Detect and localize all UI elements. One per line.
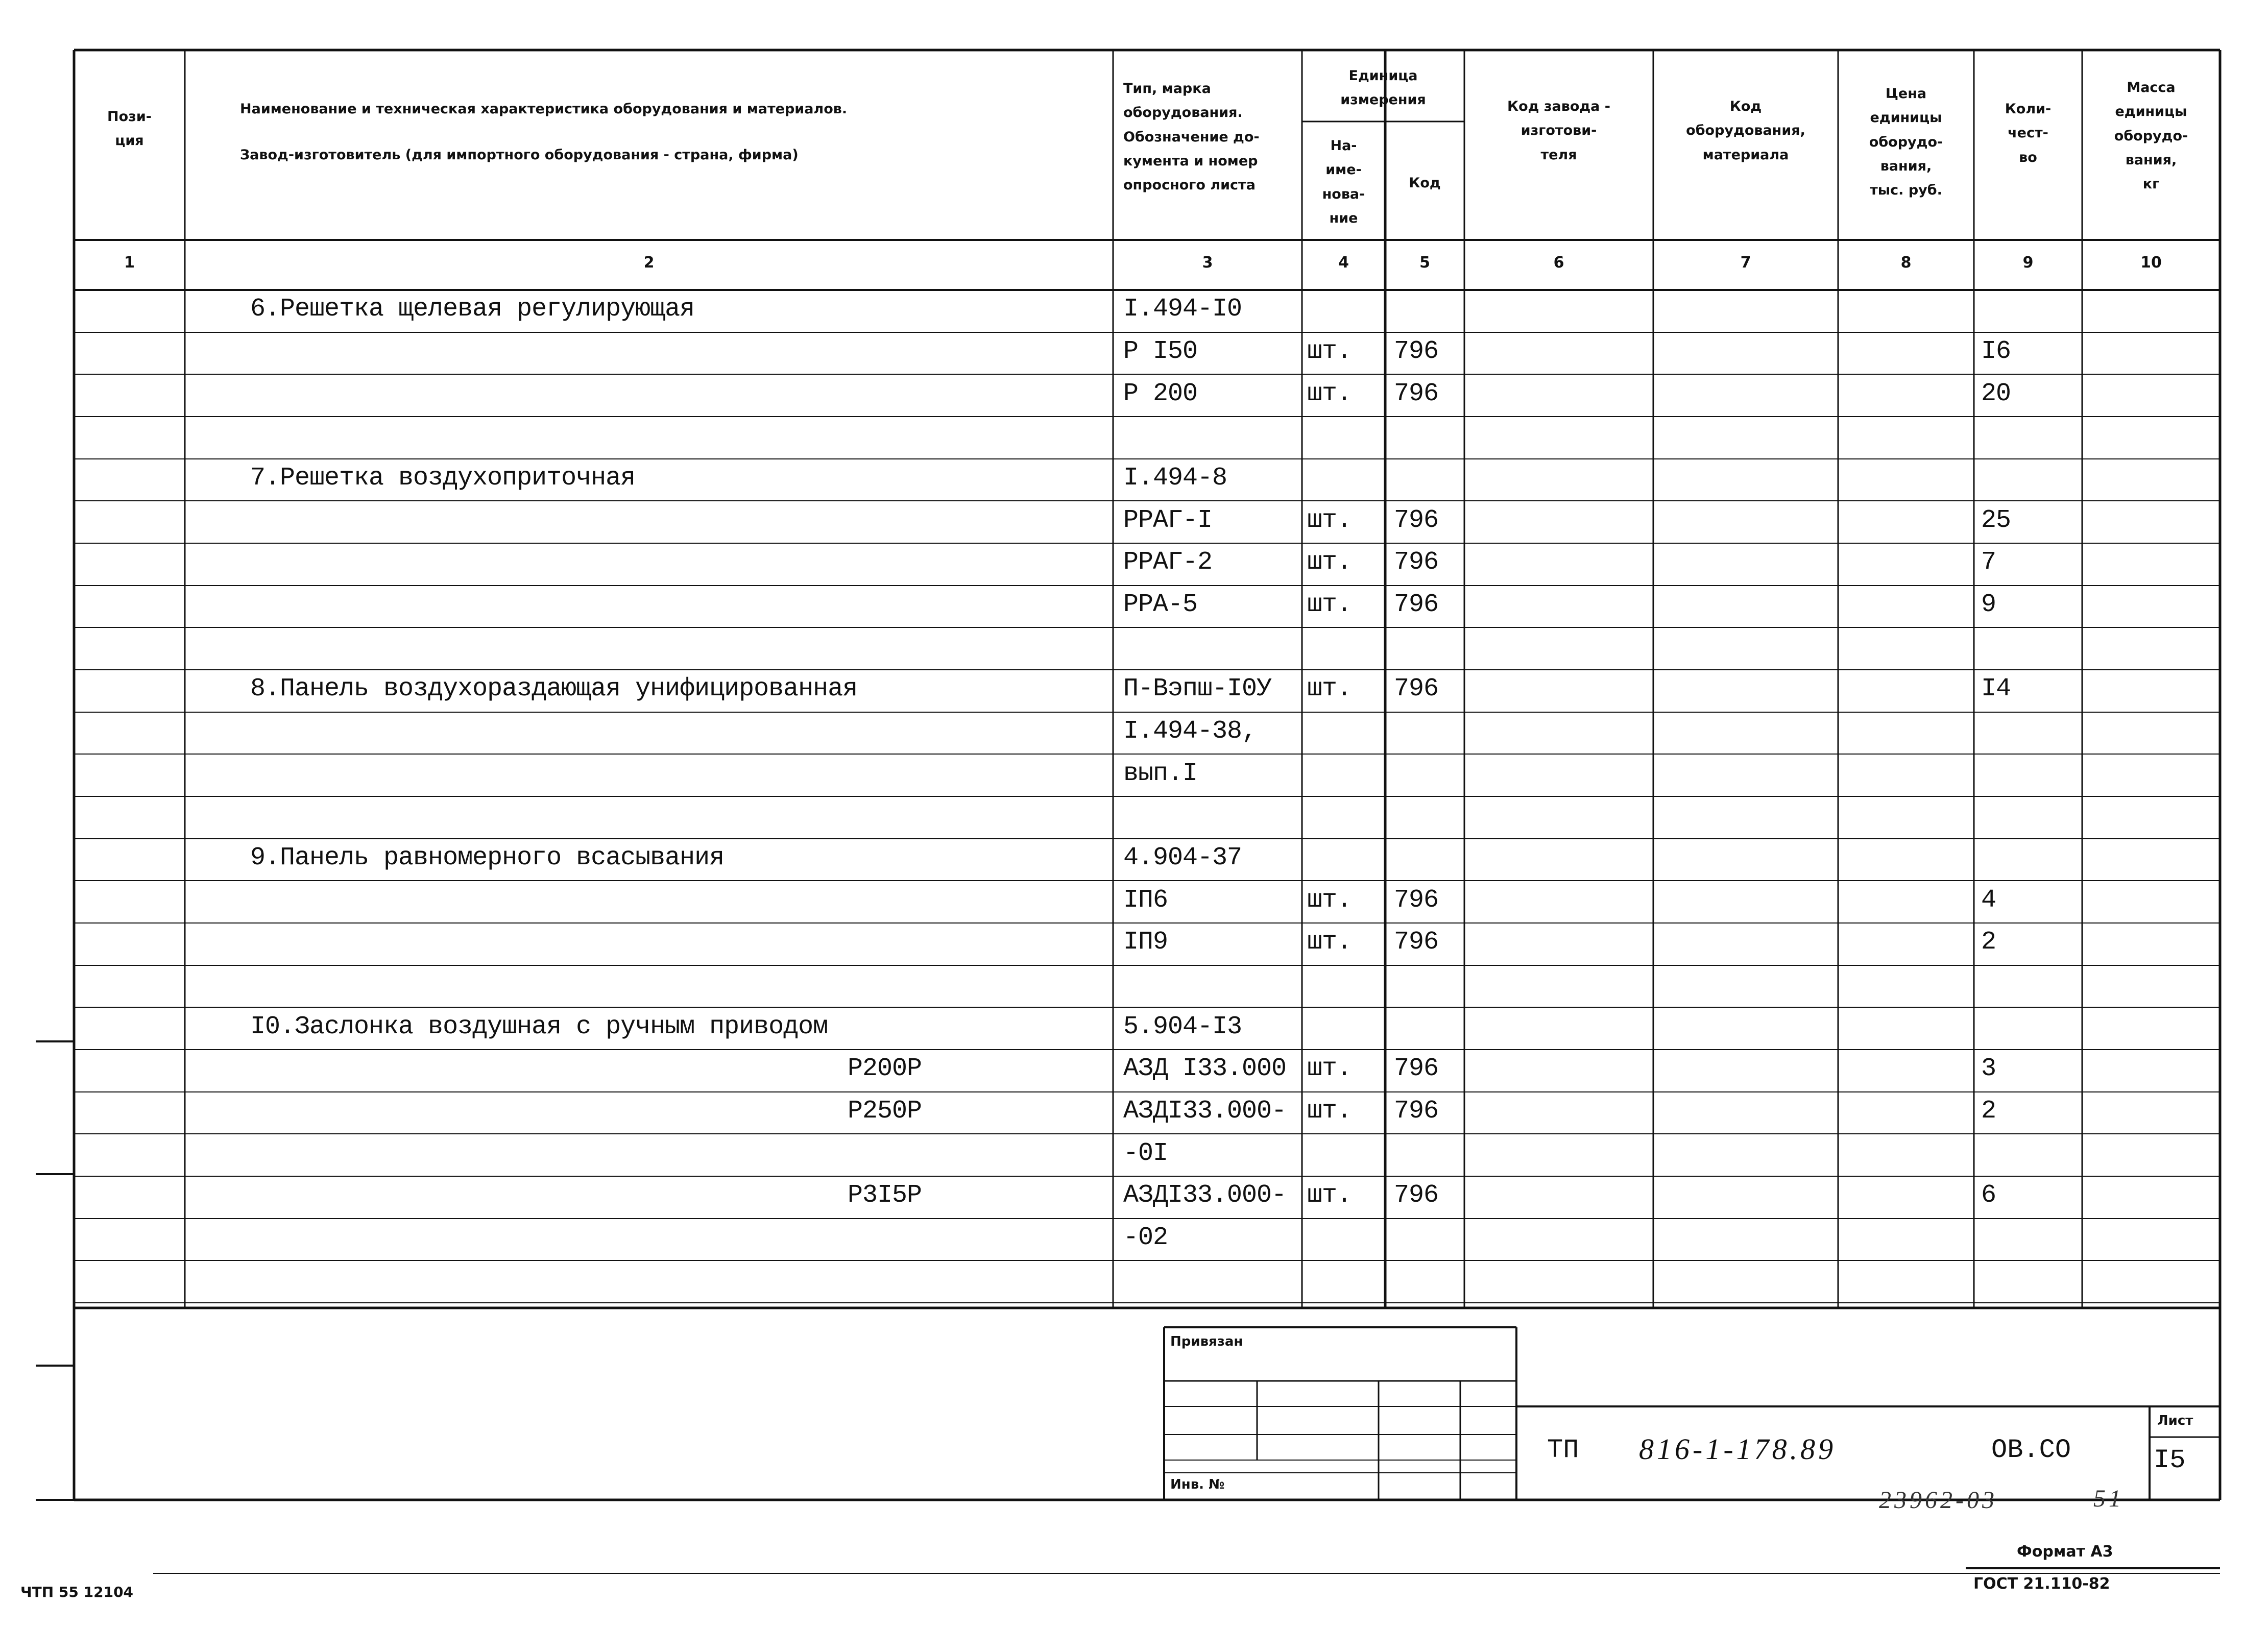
row-unit-code: 796 [1394, 1181, 1439, 1210]
row-quantity: 3 [1981, 1054, 1996, 1083]
column-number: 3 [1202, 254, 1213, 272]
header-col9: Коли- чест- во [2005, 101, 2052, 165]
row-unit: шт. [1307, 1097, 1352, 1126]
column-number: 9 [2022, 254, 2034, 272]
row-designation: АЗД I33.000 [1123, 1054, 1287, 1083]
row-name: I0.Заслонка воздушная с ручным приводом [250, 1012, 828, 1041]
row-designation: РРА-5 [1123, 590, 1198, 619]
footer-format: Формат А3 [2017, 1543, 2113, 1561]
column-number: 8 [1900, 254, 1912, 272]
header-col1: Пози- ция [107, 109, 152, 149]
row-unit-code: 796 [1394, 1097, 1439, 1126]
row-unit-code: 796 [1394, 548, 1439, 577]
row-unit-code: 796 [1394, 928, 1439, 957]
column-number: 7 [1740, 254, 1751, 272]
column-number: 4 [1338, 254, 1349, 272]
header-col45_group: Единица измерения [1340, 68, 1426, 108]
row-designation: РРАГ-I [1123, 506, 1213, 535]
row-unit: шт. [1307, 379, 1352, 408]
row-unit: шт. [1307, 590, 1352, 619]
row-designation: -0I [1123, 1139, 1168, 1168]
row-unit-code: 796 [1394, 1054, 1439, 1083]
row-quantity: 9 [1981, 590, 1996, 619]
stamp-document-number: 816-1-178.89 [1639, 1432, 1837, 1466]
row-quantity: 20 [1981, 379, 2011, 408]
row-unit: шт. [1307, 1181, 1352, 1210]
stamp-privyazan: Привязан [1170, 1334, 1243, 1349]
row-designation: АЗДI33.000- [1123, 1181, 1287, 1210]
row-designation: -02 [1123, 1223, 1168, 1252]
row-name: 8.Панель воздухораздающая унифицированная [250, 674, 858, 703]
row-designation: Р I50 [1123, 337, 1198, 366]
row-unit-code: 796 [1394, 674, 1439, 703]
row-unit: шт. [1307, 337, 1352, 366]
stamp-sheet-label: Лист [2157, 1413, 2193, 1428]
row-designation: Р 200 [1123, 379, 1198, 408]
row-designation: IП6 [1123, 886, 1168, 915]
column-number: 5 [1419, 254, 1430, 272]
row-unit-code: 796 [1394, 886, 1439, 915]
row-designation: I.494-38, [1123, 717, 1257, 746]
row-designation: АЗДI33.000- [1123, 1097, 1287, 1126]
row-quantity: 2 [1981, 928, 1996, 957]
row-unit-code: 796 [1394, 590, 1439, 619]
row-unit: шт. [1307, 886, 1352, 915]
row-name: 9.Панель равномерного всасывания [250, 843, 725, 872]
row-unit: шт. [1307, 1054, 1352, 1083]
footer-left-code: ЧТП 55 12104 [20, 1584, 134, 1600]
row-designation: П-Вэпш-I0У [1123, 674, 1272, 703]
column-number: 1 [124, 254, 135, 272]
row-unit: шт. [1307, 548, 1352, 577]
row-designation: I.494-8 [1123, 464, 1227, 493]
header-col3: Тип, марка оборудования. Обозначение до- кумента и номер опросного листа [1123, 81, 1260, 193]
row-unit-code: 796 [1394, 506, 1439, 535]
row-designation: 5.904-I3 [1123, 1012, 1242, 1041]
footer-handwritten-page: 51 [2093, 1485, 2124, 1512]
row-unit: шт. [1307, 506, 1352, 535]
header-col2-line1: Наименование и техническая характеристика оборудования и материалов. [240, 101, 848, 117]
row-quantity: 6 [1981, 1181, 1996, 1210]
row-quantity: 7 [1981, 548, 1996, 577]
column-number: 2 [643, 254, 655, 272]
stamp-inv: Инв. № [1170, 1477, 1225, 1492]
row-quantity: 4 [1981, 886, 1996, 915]
row-unit-code: 796 [1394, 337, 1439, 366]
row-unit-code: 796 [1394, 379, 1439, 408]
header-col4: На- име- нова- ние [1322, 138, 1365, 226]
row-subtype: Р250Р [848, 1097, 922, 1126]
row-designation: РРАГ-2 [1123, 548, 1213, 577]
header-col6: Код завода - изготови- теля [1507, 99, 1610, 163]
row-quantity: I4 [1981, 674, 2011, 703]
row-designation: I.494-I0 [1123, 295, 1242, 324]
row-designation: 4.904-37 [1123, 843, 1242, 872]
row-quantity: I6 [1981, 337, 2011, 366]
column-number: 6 [1553, 254, 1564, 272]
row-quantity: 25 [1981, 506, 2011, 535]
stamp-mark: ОВ.СО [1991, 1435, 2071, 1465]
column-number: 10 [2140, 254, 2162, 272]
footer-gost: ГОСТ 21.110-82 [1973, 1575, 2110, 1593]
row-subtype: Р200Р [848, 1054, 922, 1083]
stamp-prefix: ТП [1547, 1435, 1579, 1465]
row-quantity: 2 [1981, 1097, 1996, 1126]
row-unit: шт. [1307, 928, 1352, 957]
row-designation: вып.I [1123, 759, 1198, 788]
row-name: 7.Решетка воздухоприточная [250, 464, 636, 493]
header-col8: Цена единицы оборудо- вания, тыс. руб. [1869, 86, 1943, 198]
header-col5: Код [1409, 175, 1441, 191]
row-subtype: Р3I5Р [848, 1181, 922, 1210]
header-col2-line2: Завод-изготовитель (для импортного оборудования - страна, фирма) [240, 147, 799, 163]
row-name: 6.Решетка щелевая регулирующая [250, 295, 695, 324]
header-col10: Масса единицы оборудо- вания, кг [2114, 80, 2188, 192]
stamp-sheet-value: I5 [2154, 1445, 2186, 1475]
row-unit: шт. [1307, 674, 1352, 703]
header-col7: Код оборудования, материала [1686, 99, 1805, 163]
footer-handwritten-code: 23962-03 [1879, 1487, 1997, 1514]
row-designation: IП9 [1123, 928, 1168, 957]
